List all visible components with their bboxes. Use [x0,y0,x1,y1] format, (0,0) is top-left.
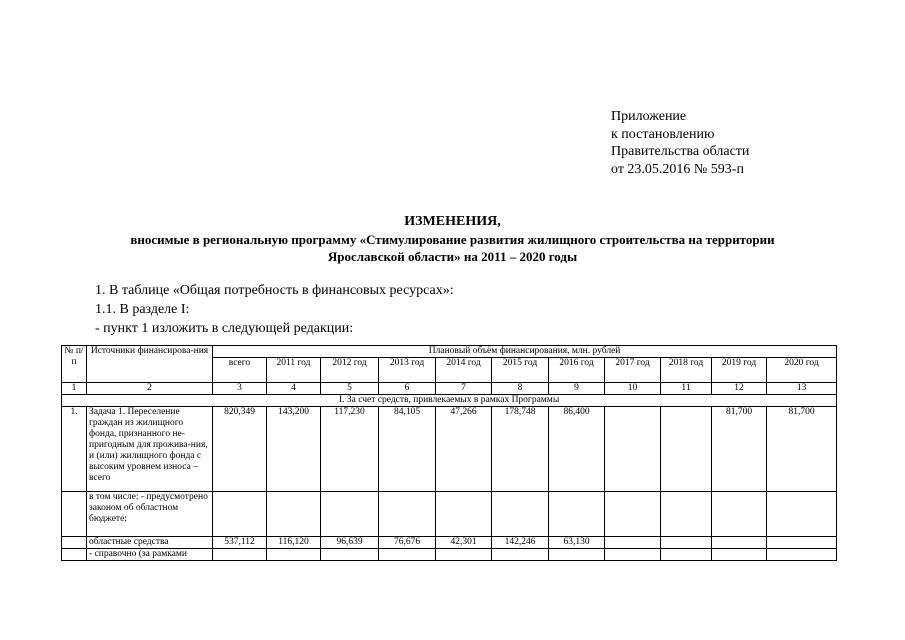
row-value: 86,400 [549,407,605,492]
column-number: 1 [62,383,87,395]
table-row [62,407,837,492]
header-year: 2015 год [492,358,549,383]
row-value [661,549,712,561]
row-value: 142,246 [492,537,549,549]
row-value [767,492,837,537]
row-value [712,492,767,537]
row-value [492,492,549,537]
row-value [767,537,837,549]
financing-table [61,345,837,561]
column-number: 13 [767,383,837,395]
paragraph: 1. В таблице «Общая потребность в финансовых ресурсах»: [95,283,454,298]
header-year: 2012 год [321,358,379,383]
header-year: 2017 год [605,358,661,383]
header-source: Источники финансирова-ния [87,346,213,383]
row-source: областные средства [87,537,213,549]
row-value [436,549,492,561]
row-value [605,537,661,549]
column-number: 9 [549,383,605,395]
row-value: 143,200 [267,407,321,492]
row-value [213,549,267,561]
section-row [62,395,837,407]
appendix-block [611,108,749,178]
row-value [605,549,661,561]
row-num [62,537,87,549]
row-value [379,549,436,561]
row-value: 81,700 [712,407,767,492]
row-value [436,492,492,537]
row-value [492,549,549,561]
paragraph: - пункт 1 изложить в следующей редакции: [95,321,354,336]
row-source: - справочно (за рамками [87,549,213,561]
row-value [605,492,661,537]
row-value [267,492,321,537]
row-value [605,407,661,492]
title-main: ИЗМЕНЕНИЯ, [404,214,501,229]
appendix-line: к постановлению [611,126,715,142]
table-row [62,537,837,549]
column-number: 2 [87,383,213,395]
table-row [62,549,837,561]
column-number: 10 [605,383,661,395]
body-text [95,281,454,338]
column-number: 3 [213,383,267,395]
row-value [661,407,712,492]
header-year: 2019 год [712,358,767,383]
section-title: I. За счет средств, привлекаемых в рамках Программы [62,395,837,407]
column-number: 5 [321,383,379,395]
row-value [767,549,837,561]
row-source: Задача 1. Переселение граждан из жилищного фонда, признанного не-пригодным для прожива-ния, и (или) жилищного фонда с высоким уровнем износа – всего [87,407,213,492]
row-value: 47,266 [436,407,492,492]
row-value: 537,112 [213,537,267,549]
header-year: 2013 год [379,358,436,383]
appendix-line: Приложение [611,109,687,124]
document-title [0,212,905,265]
header-year: 2018 год [661,358,712,383]
column-number: 6 [379,383,436,395]
header-year: 2014 год [436,358,492,383]
column-number: 4 [267,383,321,395]
row-value [379,492,436,537]
column-number-row [62,383,837,395]
row-value [661,537,712,549]
row-value: 63,130 [549,537,605,549]
header-total: всего [213,358,267,383]
column-number: 11 [661,383,712,395]
title-subtitle-line: вносимые в региональную программу «Стимулирование развития жилищного строительства на территории [130,232,775,247]
row-value: 76,676 [379,537,436,549]
row-value: 116,120 [267,537,321,549]
paragraph: 1.1. В разделе I: [95,302,190,317]
row-value [321,492,379,537]
row-value [661,492,712,537]
column-number: 7 [436,383,492,395]
header-year: 2016 год [549,358,605,383]
header-row [62,346,837,358]
row-value [712,537,767,549]
row-value: 96,639 [321,537,379,549]
table-row [62,492,837,537]
row-value [321,549,379,561]
row-source: в том числе: - предусмотрено законом об областном бюджете: [87,492,213,537]
appendix-line: Правительства области [611,144,750,159]
row-num [62,492,87,537]
row-value: 820,349 [213,407,267,492]
row-value [213,492,267,537]
header-planned: Плановый объём финансирования, млн. рублей [213,346,837,358]
row-value: 84,105 [379,407,436,492]
row-value: 81,700 [767,407,837,492]
row-value [712,549,767,561]
row-value: 117,230 [321,407,379,492]
row-value [549,549,605,561]
column-number: 12 [712,383,767,395]
header-num: № п/п [62,346,87,383]
row-num: 1. [62,407,87,492]
row-value [549,492,605,537]
header-year: 2011 год [267,358,321,383]
row-value: 42,301 [436,537,492,549]
header-year: 2020 год [767,358,837,383]
appendix-line: от 23.05.2016 № 593-п [611,161,744,177]
title-subtitle-line: Ярославской области» на 2011 – 2020 годы [327,249,578,264]
row-num [62,549,87,561]
row-value: 178,748 [492,407,549,492]
column-number: 8 [492,383,549,395]
row-value [267,549,321,561]
